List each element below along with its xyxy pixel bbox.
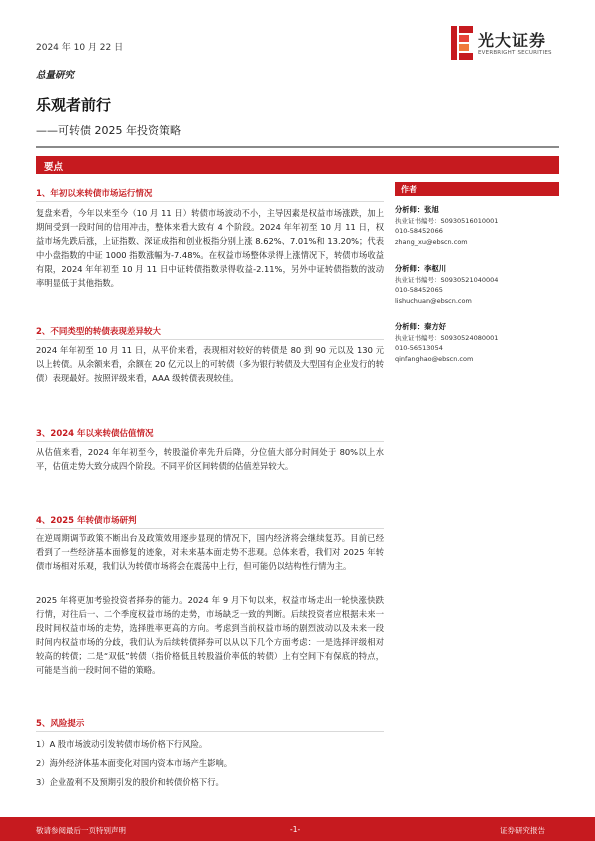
section-body-2: [36, 343, 384, 385]
risk-item: 2）海外经济体基本面变化对国内资本市场产生影响。: [36, 758, 233, 768]
section-body-3: [36, 445, 384, 473]
key-points-band: [36, 156, 559, 174]
risk-item: 1）A 股市场波动引发转债市场价格下行风险。: [36, 739, 208, 749]
everbright-logo-icon: [451, 26, 473, 60]
analyst-name: 分析师：李枢川: [395, 264, 447, 273]
footer-report-type: 证券研究报告: [500, 826, 545, 835]
report-subtitle: ——可转债 2025 年投资策略: [36, 124, 181, 137]
authors-band: [395, 182, 559, 196]
section-heading-4: 4、2025 年转债市场研判: [36, 516, 137, 526]
analyst-phone: 010-58452065: [395, 286, 443, 294]
paragraph: 在逆周期调节政策不断出台及政策效用逐步显现的情况下，国内经济将会继续复苏。目前已经看到了一些经济基本面修复的迹象，对未来基本面走势不悲观。总体来看，我们对 2025 年转债市场相对乐观，我们认为转债市场将会在震荡中上行，但可能仍以结构性行情为主。: [36, 533, 384, 571]
section-divider: [36, 441, 384, 442]
logo-text: 光大证券: [478, 31, 547, 50]
analyst-email[interactable]: zhang_xu@ebscn.com: [395, 237, 468, 246]
analyst-card: [395, 322, 559, 364]
footer-bar: [0, 817, 595, 841]
section-body-1: [36, 206, 384, 290]
report-category: 总量研究: [36, 70, 75, 81]
company-logo: [451, 24, 561, 68]
footer-disclaimer: 敬请参阅最后一页特别声明: [36, 826, 126, 835]
analyst-cert: 执业证书编号：S0930524080001: [395, 333, 499, 342]
section-heading-2: 2、不同类型的转债表现差异较大: [36, 327, 161, 337]
paragraph: 从估值来看，2024 年年初至今，转股溢价率先升后降，分位值大部分时间处于 80%以上水平，估值走势大致分成四个阶段。不同平价区间转债的估值差异较大。: [36, 447, 384, 471]
analyst-cert: 执业证书编号：S0930516010001: [395, 216, 499, 225]
analyst-email[interactable]: lishuchuan@ebscn.com: [395, 296, 472, 305]
section-heading-1: 1、年初以来转债市场运行情况: [36, 189, 153, 199]
report-date: 2024 年 10 月 22 日: [36, 43, 124, 53]
analyst-cert: 执业证书编号：S0930521040004: [395, 275, 499, 284]
page-number: -1-: [290, 825, 301, 834]
analyst-phone: 010-56513054: [395, 344, 443, 352]
section-divider: [36, 731, 384, 732]
logo-subtext: EVERBRIGHT SECURITIES: [478, 50, 552, 56]
authors-label: 作者: [401, 185, 417, 194]
section-heading-3: 3、2024 年以来转债估值情况: [36, 429, 154, 439]
section-heading-5: 5、风险提示: [36, 719, 85, 729]
analyst-phone: 010-58452066: [395, 227, 443, 235]
section-divider: [36, 339, 384, 340]
analyst-card: [395, 205, 559, 247]
section-body-4b: [36, 593, 384, 677]
analyst-name: 分析师：张旭: [395, 205, 439, 214]
paragraph: 复盘来看，今年以来至今（10 月 11 日）转债市场波动不小，主导因素是权益市场涨跌，加上期间受到一段时间的信用冲击，整体来看大致有 4 个阶段。2024 年年初至 10 月 11 日，权益市场先跌后涨，上证指数、深证成指和创业板指分别上涨 8.62%、7.01%和 13.20%；代表中小盘指数的中证 1000 指数涨幅为-7.48%。在权益市场整体录得上涨情况下，转债市场收益有限，2024 年年初至 10 月 11 日中证转债指数录得收益-2.11%，另外中证转债指数的波动率明显低于其他指数。: [36, 208, 384, 288]
section-divider: [36, 201, 384, 202]
section-divider: [36, 528, 384, 529]
key-points-label: 要点: [44, 162, 64, 173]
title-divider: [36, 146, 559, 148]
report-title: 乐观者前行: [36, 96, 112, 114]
paragraph: 2025 年将更加考验投资者择券的能力。2024 年 9 月下旬以来，权益市场走出一轮快涨快跌行情，对往后一、二个季度权益市场的走势，市场缺乏一致的判断。后续投资者应根据未来一段时间权益市场的走势，选择胜率更高的方向。考虑到当前权益市场的剧烈波动以及未来一段时间内权益市场的分歧，我们认为后续转债择券可以从以下几个方面考虑：一是选择评级相对较高的转债；二是“双低”转债（指价格低且转股溢价率低的转债）上有空间下有保底的特点，可能是当前一段时间不错的策略。: [36, 595, 384, 675]
analyst-name: 分析师：秦方好: [395, 322, 447, 331]
analyst-card: [395, 264, 559, 306]
analyst-email[interactable]: qinfanghao@ebscn.com: [395, 354, 474, 363]
paragraph: 2024 年年初至 10 月 11 日，从平价来看，表现相对较好的转债是 80 到 90 元以及 130 元以上转债。从余额来看，余额在 20 亿元以上的可转债（多为银行转债及大型国有企业发行的转债）表现最好。按照评级来看，AAA 级转债表现较佳。: [36, 345, 384, 383]
section-body-4a: [36, 531, 384, 573]
risk-item: 3）企业盈利不及预期引发的股价和转债价格下行。: [36, 777, 224, 787]
